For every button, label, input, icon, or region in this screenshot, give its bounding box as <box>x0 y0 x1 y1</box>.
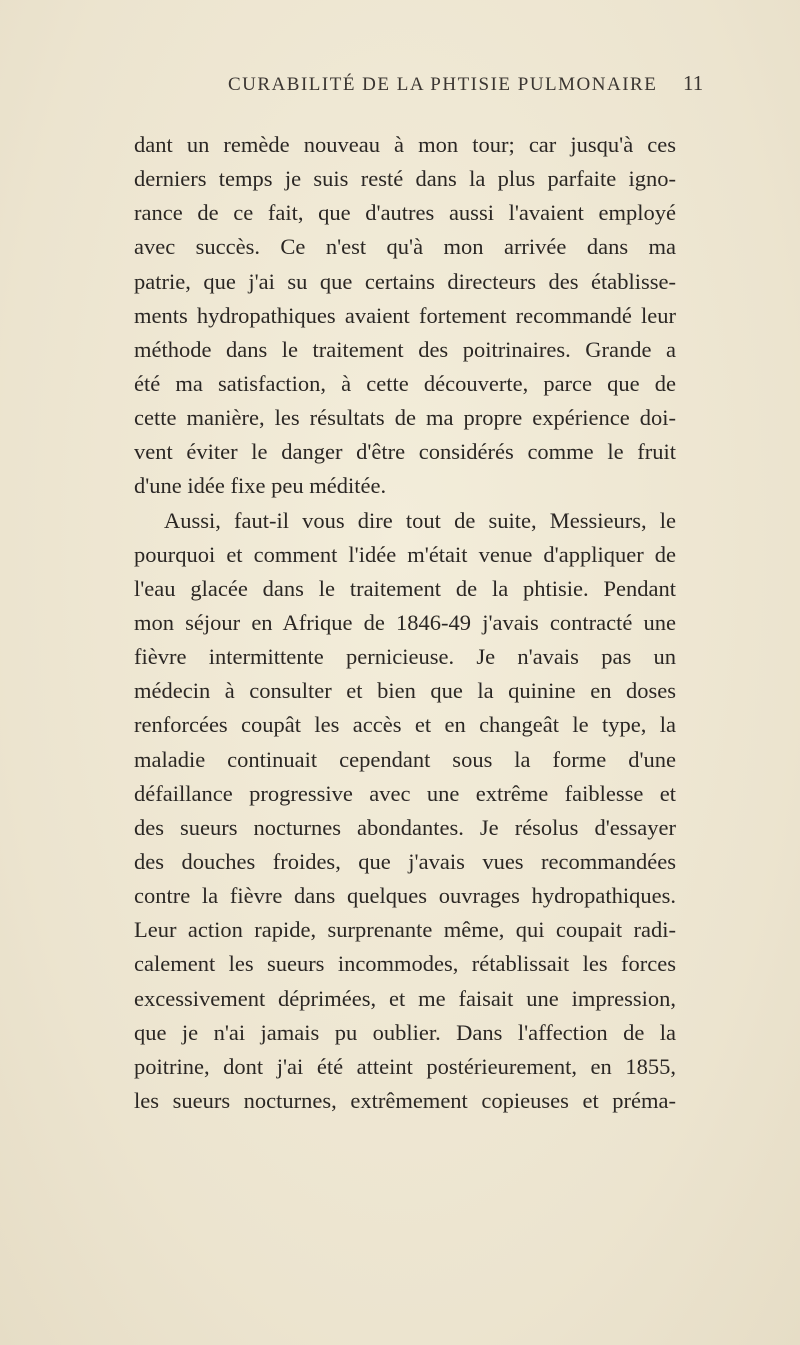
text-line: ments hydropathiques avaient fortement recommandé leur <box>134 302 676 328</box>
text-line: contre la fièvre dans quelques ouvrages hydropathiques. <box>134 883 676 909</box>
text-line: maladie continuait cependant sous la forme d'une <box>134 746 676 772</box>
text-line: mon séjour en Afrique de 1846-49 j'avais contracté une <box>134 609 676 635</box>
text-line: Aussi, faut-il vous dire tout de suite, Messieurs, le <box>164 507 676 533</box>
text-line: l'eau glacée dans le traitement de la phtisie. Pendant <box>134 575 676 601</box>
text-line: défaillance progressive avec une extrême faiblesse et <box>134 780 676 806</box>
text-line: excessivement déprimées, et me faisait une impression, <box>134 985 676 1011</box>
text-line: avec succès. Ce n'est qu'à mon arrivée dans ma <box>134 234 676 260</box>
text-line: dant un remède nouveau à mon tour; car jusqu'à ces <box>134 132 676 157</box>
text-line: médecin à consulter et bien que la quinine en doses <box>134 678 676 704</box>
text-line: des douches froides, que j'avais vues recommandées <box>134 848 676 874</box>
text-line: renforcées coupât les accès et en changeât le type, la <box>134 712 676 738</box>
text-line: fièvre intermittente pernicieuse. Je n'avais pas un <box>134 644 676 670</box>
text-line: poitrine, dont j'ai été atteint postérieurement, en 1855, <box>134 1053 676 1079</box>
text-line: que je n'ai jamais pu oublier. Dans l'affection de la <box>134 1019 676 1045</box>
text-line: rance de ce fait, que d'autres aussi l'avaient employé <box>134 200 676 226</box>
page-number: 11 <box>683 71 704 95</box>
text-line: derniers temps je suis resté dans la plus parfaite igno- <box>134 166 676 192</box>
text-line: les sueurs nocturnes, extrêmement copieuses et préma- <box>134 1087 676 1113</box>
body-text <box>134 128 676 1118</box>
running-title: CURABILITÉ DE LA PHTISIE PULMONAIRE <box>228 74 658 95</box>
text-line: cette manière, les résultats de ma propre expérience doi- <box>134 405 676 431</box>
text-line: été ma satisfaction, à cette découverte, parce que de <box>134 370 676 396</box>
text-line: calement les sueurs incommodes, rétablissait les forces <box>134 951 676 977</box>
text-line: méthode dans le traitement des poitrinaires. Grande a <box>134 336 676 362</box>
text-line: des sueurs nocturnes abondantes. Je résolus d'essayer <box>134 814 676 840</box>
text-line: Leur action rapide, surprenante même, qui coupait radi- <box>134 917 676 943</box>
text-line: patrie, que j'ai su que certains directeurs des établisse- <box>134 268 676 294</box>
text-line: vent éviter le danger d'être considérés comme le fruit <box>134 439 676 465</box>
text-line: d'une idée fixe peu méditée. <box>134 473 387 499</box>
text-line: pourquoi et comment l'idée m'était venue d'appliquer de <box>134 541 676 567</box>
